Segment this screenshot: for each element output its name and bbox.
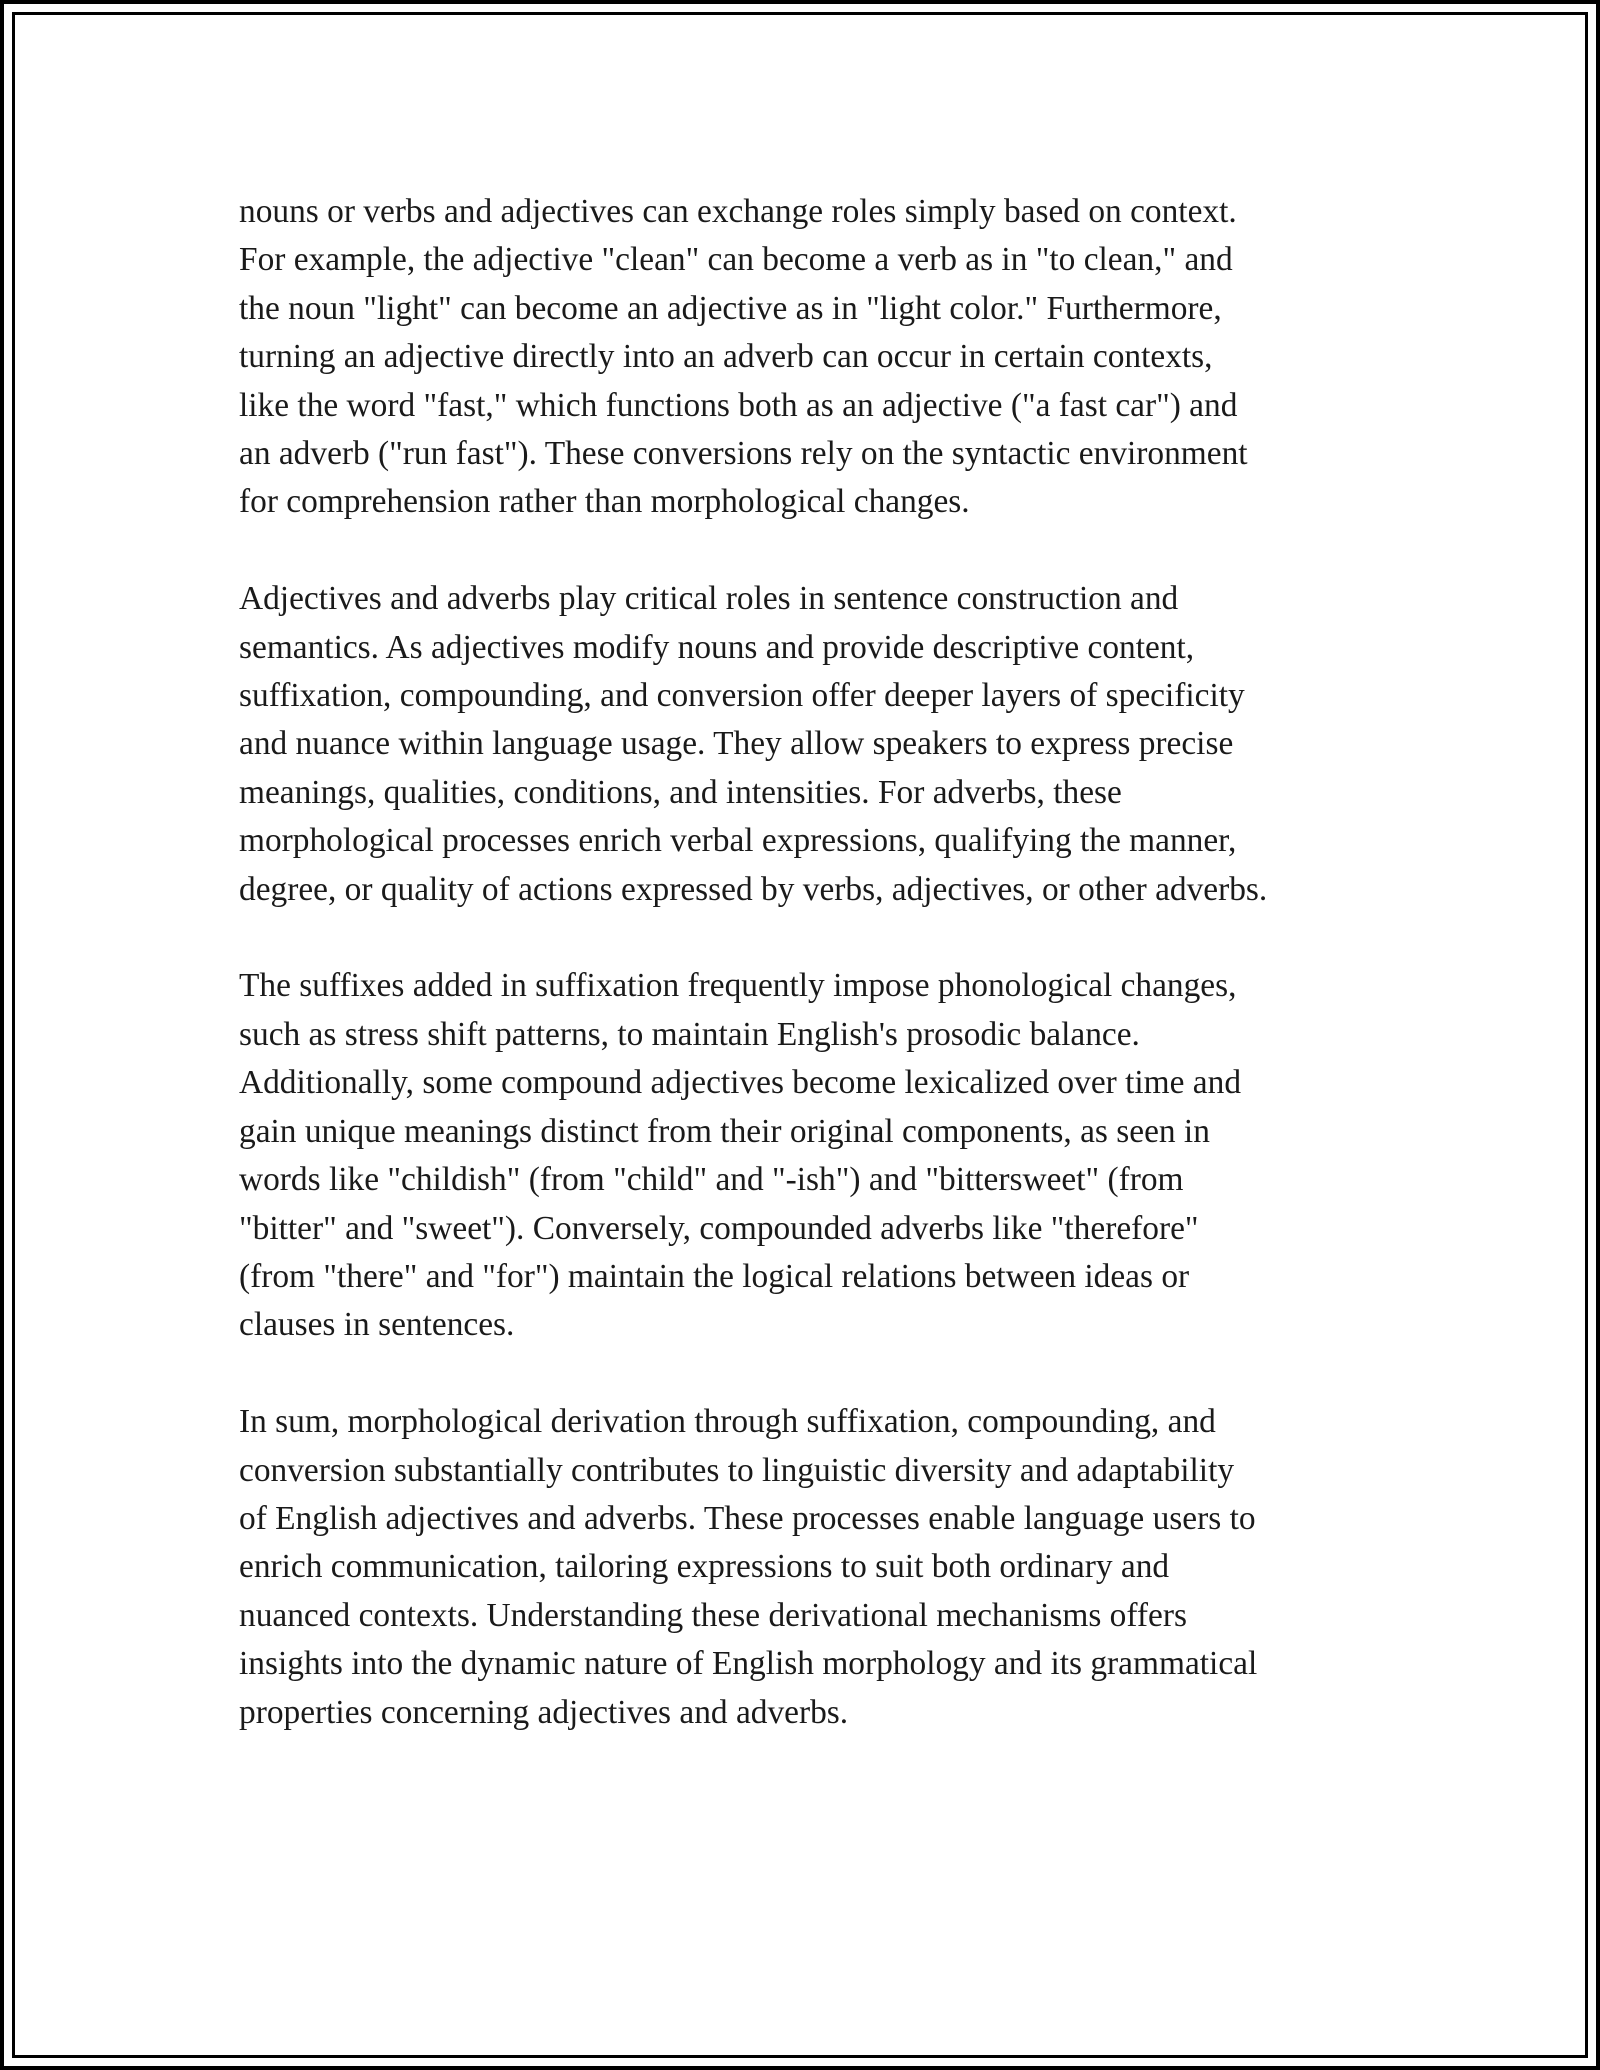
text-line: for comprehension rather than morphological changes. [239,483,970,521]
text-line: insights into the dynamic nature of English morphology and its grammatical [239,1645,1258,1683]
paragraph-4 [239,1398,1419,1737]
text-line: Adjectives and adverbs play critical roles in sentence construction and [239,580,1179,618]
text-line: The suffixes added in suffixation frequently impose phonological changes, [239,967,1237,1005]
text-line: clauses in sentences. [239,1306,515,1344]
text-line: and nuance within language usage. They allow speakers to express precise [239,725,1234,763]
paragraph-2 [239,575,1419,914]
text-line: enrich communication, tailoring expressions to suit both ordinary and [239,1548,1170,1586]
text-line: In sum, morphological derivation through suffixation, compounding, and [239,1403,1216,1441]
text-line: turning an adjective directly into an adverb can occur in certain contexts, [239,338,1213,376]
text-line: "bitter" and "sweet"). Conversely, compounded adverbs like "therefore" [239,1209,1199,1247]
text-line: For example, the adjective "clean" can become a verb as in "to clean," and [239,241,1233,279]
text-line: conversion substantially contributes to linguistic diversity and adaptability [239,1451,1235,1489]
text-line: such as stress shift patterns, to maintain English's prosodic balance. [239,1015,1140,1053]
document-body [239,188,1419,1785]
text-line: the noun "light" can become an adjective as in "light color." Furthermore, [239,289,1222,327]
text-line: nuanced contexts. Understanding these derivational mechanisms offers [239,1596,1187,1634]
paragraph-1 [239,188,1419,527]
text-line: of English adjectives and adverbs. These processes enable language users to [239,1499,1256,1537]
text-line: gain unique meanings distinct from their original components, as seen in [239,1112,1210,1150]
text-line: suffixation, compounding, and conversion offer deeper layers of specificity [239,677,1245,715]
text-line: an adverb ("run fast"). These conversions rely on the syntactic environment [239,435,1248,473]
paragraph-3 [239,962,1419,1349]
text-line: words like "childish" (from "child" and "-ish") and "bittersweet" (from [239,1161,1184,1199]
text-line: meanings, qualities, conditions, and intensities. For adverbs, these [239,773,1122,811]
text-line: Additionally, some compound adjectives become lexicalized over time and [239,1064,1242,1102]
text-line: nouns or verbs and adjectives can exchange roles simply based on context. [239,193,1237,230]
text-line: semantics. As adjectives modify nouns and provide descriptive content, [239,628,1195,666]
text-line: like the word "fast," which functions both as an adjective ("a fast car") and [239,386,1238,424]
text-line: (from "there" and "for") maintain the logical relations between ideas or [239,1257,1190,1295]
text-line: degree, or quality of actions expressed by verbs, adjectives, or other adverbs. [239,870,1268,908]
text-line: properties concerning adjectives and adverbs. [239,1693,849,1731]
text-line: morphological processes enrich verbal expressions, qualifying the manner, [239,822,1237,860]
